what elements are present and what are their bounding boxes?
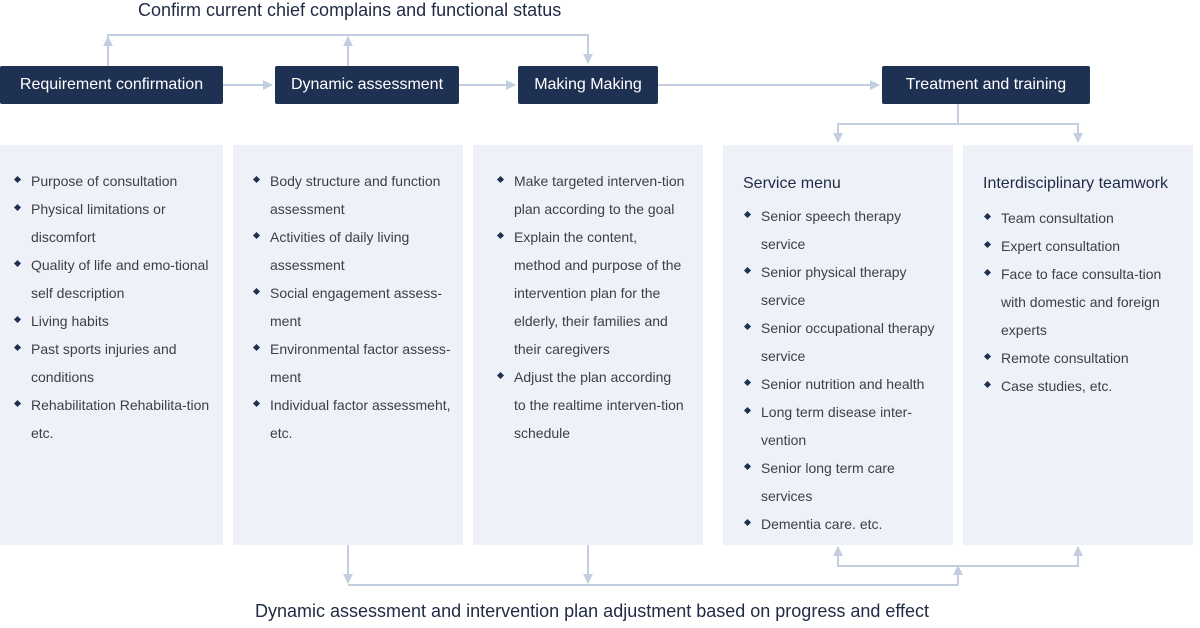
panel-assessment [233,145,463,545]
list-item: Social engagement assess-ment [252,279,452,335]
requirement-list [13,167,213,447]
list-item: Case studies, etc. [983,372,1183,400]
list-item: Team consultation [983,204,1183,232]
service-menu-title: Service menu [743,175,841,192]
list-item: Adjust the plan according to the realtime interven-tion schedule [496,363,686,447]
panel-teamwork [963,145,1193,545]
list-item: Activities of daily living assessment [252,223,452,279]
split-right [958,124,1078,142]
service-menu-list [743,202,943,538]
list-item: Senior speech therapy service [743,202,943,258]
list-item: Senior nutrition and health [743,370,943,398]
list-item: Environmental factor assess-ment [252,335,452,391]
list-item: Senior occupational therapy service [743,314,943,370]
panel-planning [473,145,703,545]
top-caption: Confirm current chief complains and functional status [138,0,562,20]
bottom-caption: Dynamic assessment and intervention plan adjustment based on progress and effect [255,601,930,621]
list-item: Senior physical therapy service [743,258,943,314]
list-item: Body structure and function assessment [252,167,452,223]
stage-dynamic-assessment: Dynamic assessment [275,66,459,104]
list-item: Quality of life and emo-tional self description [13,251,213,307]
panel-service-menu [723,145,953,545]
list-item: Expert consultation [983,232,1183,260]
split-left [838,124,958,142]
stage-treatment-and-training: Treatment and training [882,66,1090,104]
list-item: Explain the content, method and purpose of the intervention plan for the elderly, their families and their caregivers [496,223,686,363]
list-item: Living habits [13,307,213,335]
list-item: Make targeted interven-tion plan according to the goal [496,167,686,223]
list-item: Past sports injuries and conditions [13,335,213,391]
list-item: Long term disease inter-vention [743,398,943,454]
assessment-list [252,167,452,447]
teamwork-title: Interdisciplinary teamwork [983,175,1168,192]
planning-list [496,167,686,447]
list-item: Purpose of consultation [13,167,213,195]
panel-requirement [0,145,223,545]
list-item: Face to face consulta-tion with domestic and foreign experts [983,260,1183,344]
stage-making: Making Making [518,66,658,104]
teamwork-list [983,204,1183,400]
list-item: Physical limitations or discomfort [13,195,213,251]
stage-requirement-confirmation: Requirement confirmation [0,66,223,104]
list-item: Senior long term care services [743,454,943,510]
list-item: Remote consultation [983,344,1183,372]
bottom-loop-split [838,548,1078,566]
list-item: Rehabilitation Rehabilita-tion etc. [13,391,213,447]
list-item: Dementia care. etc. [743,510,943,538]
list-item: Individual factor assessmeht, etc. [252,391,452,447]
